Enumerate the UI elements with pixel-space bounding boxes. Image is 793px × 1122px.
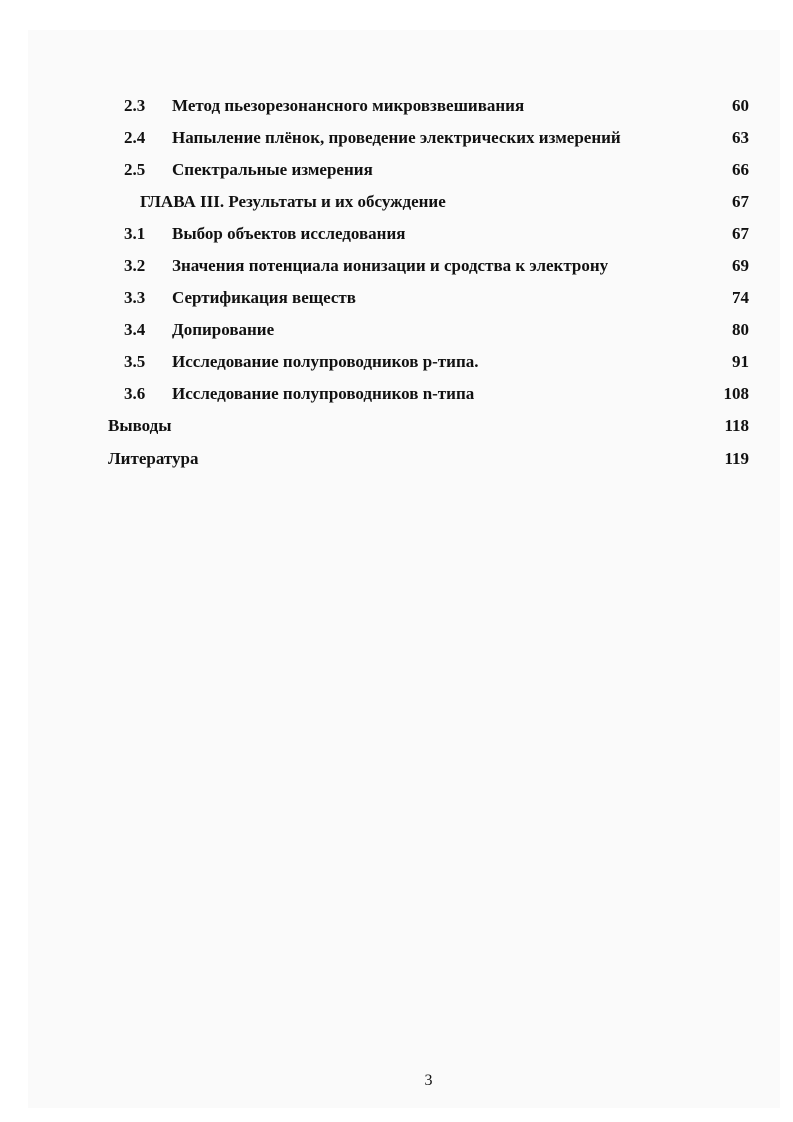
- toc-entry-page: 119: [724, 449, 749, 468]
- toc-chapter-3: [0, 191, 793, 213]
- toc-entry-literature: [0, 448, 793, 470]
- toc-chapter-title: ГЛАВА III. Результаты и их обсуждение: [140, 192, 446, 211]
- toc-entry-page: 67: [732, 192, 749, 211]
- page-number: 3: [424, 1072, 433, 1089]
- toc-entry-title: Метод пьезорезонансного микровзвешивания: [172, 96, 525, 115]
- toc-entry-page: 91: [732, 352, 749, 371]
- toc-entry-2-3: [0, 95, 793, 117]
- toc-entry-title: Допирование: [172, 320, 275, 339]
- toc-entry-page: 74: [732, 288, 749, 307]
- toc-entry-number: 2.3: [124, 96, 146, 115]
- toc-entry-3-3: [0, 287, 793, 309]
- toc-entry-3-5: [0, 351, 793, 373]
- toc-entry-page: 80: [732, 320, 749, 339]
- toc-entry-title: Выводы: [108, 416, 172, 435]
- toc-entry-2-5: [0, 159, 793, 181]
- toc-entry-title: Сертификация веществ: [172, 288, 356, 307]
- toc-entry-page: 63: [732, 128, 749, 147]
- toc-entry-page: 67: [732, 224, 749, 243]
- toc-entry-number: 3.4: [124, 320, 146, 339]
- toc-entry-page: 66: [732, 160, 749, 179]
- toc-entry-number: 3.5: [124, 352, 146, 371]
- toc-entry-number: 3.1: [124, 224, 146, 243]
- toc-entry-page: 118: [724, 416, 749, 435]
- toc-entry-page: 108: [723, 384, 749, 403]
- toc-entry-page: 69: [732, 256, 749, 275]
- toc-entry-title: Исследование полупроводников n-типа: [172, 384, 475, 403]
- toc-entry-3-1: [0, 223, 793, 245]
- toc-entry-number: 2.4: [124, 128, 146, 147]
- toc-entry-title: Исследование полупроводников p-типа.: [172, 352, 479, 371]
- toc-entry-3-6: [0, 383, 793, 405]
- toc-entry-number: 2.5: [124, 160, 146, 179]
- toc-entry-number: 3.3: [124, 288, 146, 307]
- toc-entry-number: 3.2: [124, 256, 146, 275]
- toc-entry-number: 3.6: [124, 384, 146, 403]
- toc-entry-3-4: [0, 319, 793, 341]
- toc-entry-page: 60: [732, 96, 749, 115]
- toc-entry-3-2: [0, 255, 793, 277]
- toc-entry-title: Спектральные измерения: [172, 160, 373, 179]
- toc-entry-title: Значения потенциала ионизации и сродства к электрону: [172, 256, 609, 275]
- toc-entry-2-4: [0, 127, 793, 149]
- toc-entry-title: Выбор объектов исследования: [172, 224, 406, 243]
- toc-entry-title: Литература: [108, 449, 199, 468]
- toc-entry-conclusions: [0, 415, 793, 437]
- toc-entry-title: Напыление плёнок, проведение электрических измерений: [172, 128, 621, 147]
